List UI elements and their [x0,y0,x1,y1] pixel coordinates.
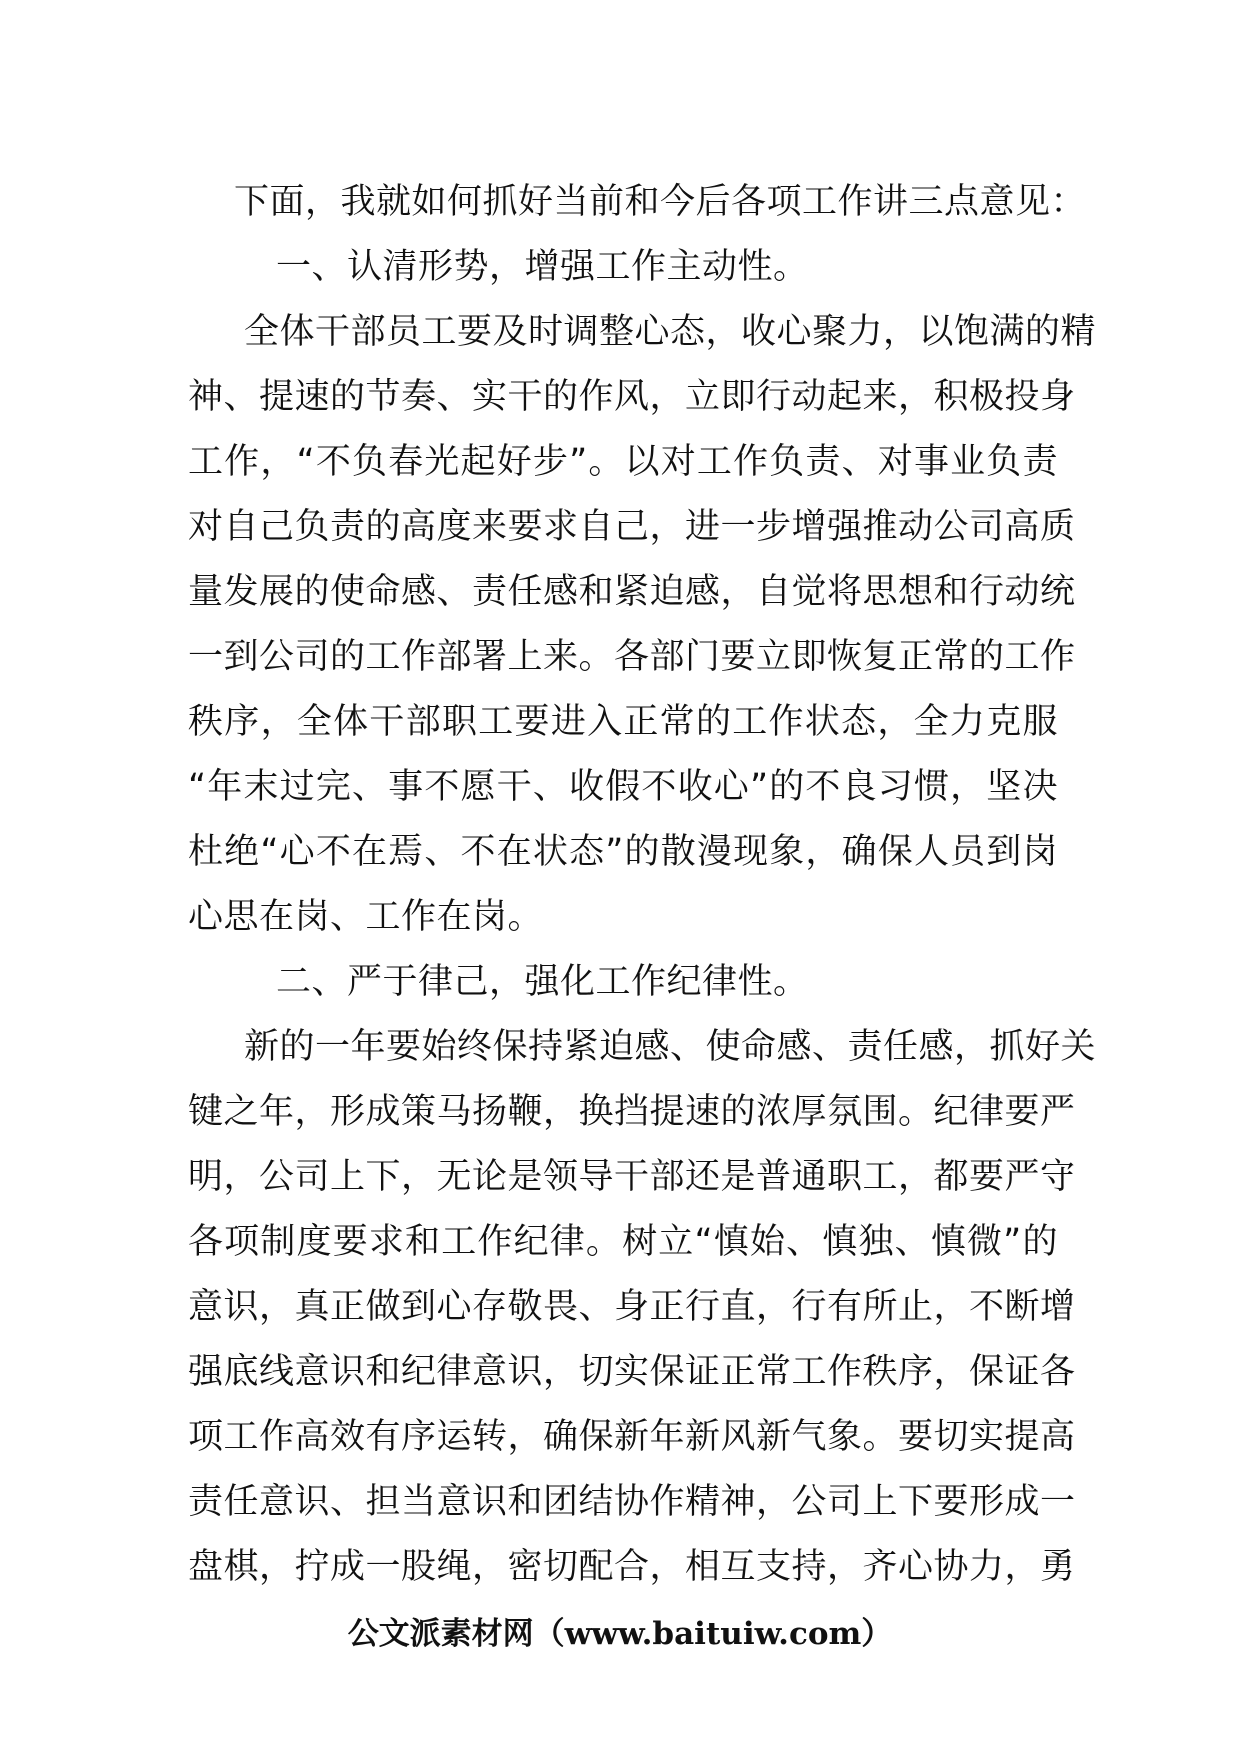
paragraph-line: 强底线意识和纪律意识，切实保证正常工作秩序，保证各 [188,1352,1076,1392]
intro-paragraph: 下面，我就如何抓好当前和今后各项工作讲三点意见： [234,182,1087,222]
paragraph-line: 一到公司的工作部署上来。各部门要立即恢复正常的工作 [188,637,1076,677]
paragraph-line: 项工作高效有序运转，确保新年新风新气象。要切实提高 [188,1417,1076,1457]
paragraph-line: 新的一年要始终保持紧迫感、使命感、责任感，抓好关 [244,1027,1097,1067]
paragraph-line: 秩序，全体干部职工要进入正常的工作状态，全力克服 [188,702,1058,742]
paragraph-line: 量发展的使命感、责任感和紧迫感，自觉将思想和行动统 [188,572,1076,612]
paragraph-line: 心思在岗、工作在岗。 [188,897,544,937]
paragraph-line: 盘棋，拧成一股绳，密切配合，相互支持，齐心协力，勇 [188,1547,1076,1587]
paragraph-line: “年末过完、事不愿干、收假不收心”的不良习惯，坚决 [188,767,1058,807]
paragraph-line: 键之年，形成策马扬鞭，换挡提速的浓厚氛围。纪律要严 [188,1092,1076,1132]
footer-watermark: 公文派素材网（www.baituiw.com） [347,1616,893,1652]
paragraph-line: 杜绝“心不在焉、不在状态”的散漫现象，确保人员到岗 [188,832,1058,872]
paragraph-line: 神、提速的节奏、实干的作风，立即行动起来，积极投身 [188,377,1076,417]
paragraph-line: 工作，“不负春光起好步”。以对工作负责、对事业负责 [188,442,1058,482]
paragraph-2 [188,1015,1097,1600]
paragraph-line: 全体干部员工要及时调整心态，收心聚力，以饱满的精 [244,312,1097,352]
document-body [188,170,1097,1600]
paragraph-line: 责任意识、担当意识和团结协作精神，公司上下要形成一 [188,1482,1076,1522]
paragraph-1 [188,300,1097,950]
paragraph-line: 意识，真正做到心存敬畏、身正行直，行有所止，不断增 [188,1287,1076,1327]
paragraph-line: 各项制度要求和工作纪律。树立“慎始、慎独、慎微”的 [188,1222,1058,1262]
section-heading-2: 二、严于律己，强化工作纪律性。 [276,962,809,1002]
paragraph-line: 对自己负责的高度来要求自己，进一步增强推动公司高质 [188,507,1076,547]
section-heading-1: 一、认清形势，增强工作主动性。 [276,247,809,287]
paragraph-line: 明，公司上下，无论是领导干部还是普通职工，都要严守 [188,1157,1076,1197]
